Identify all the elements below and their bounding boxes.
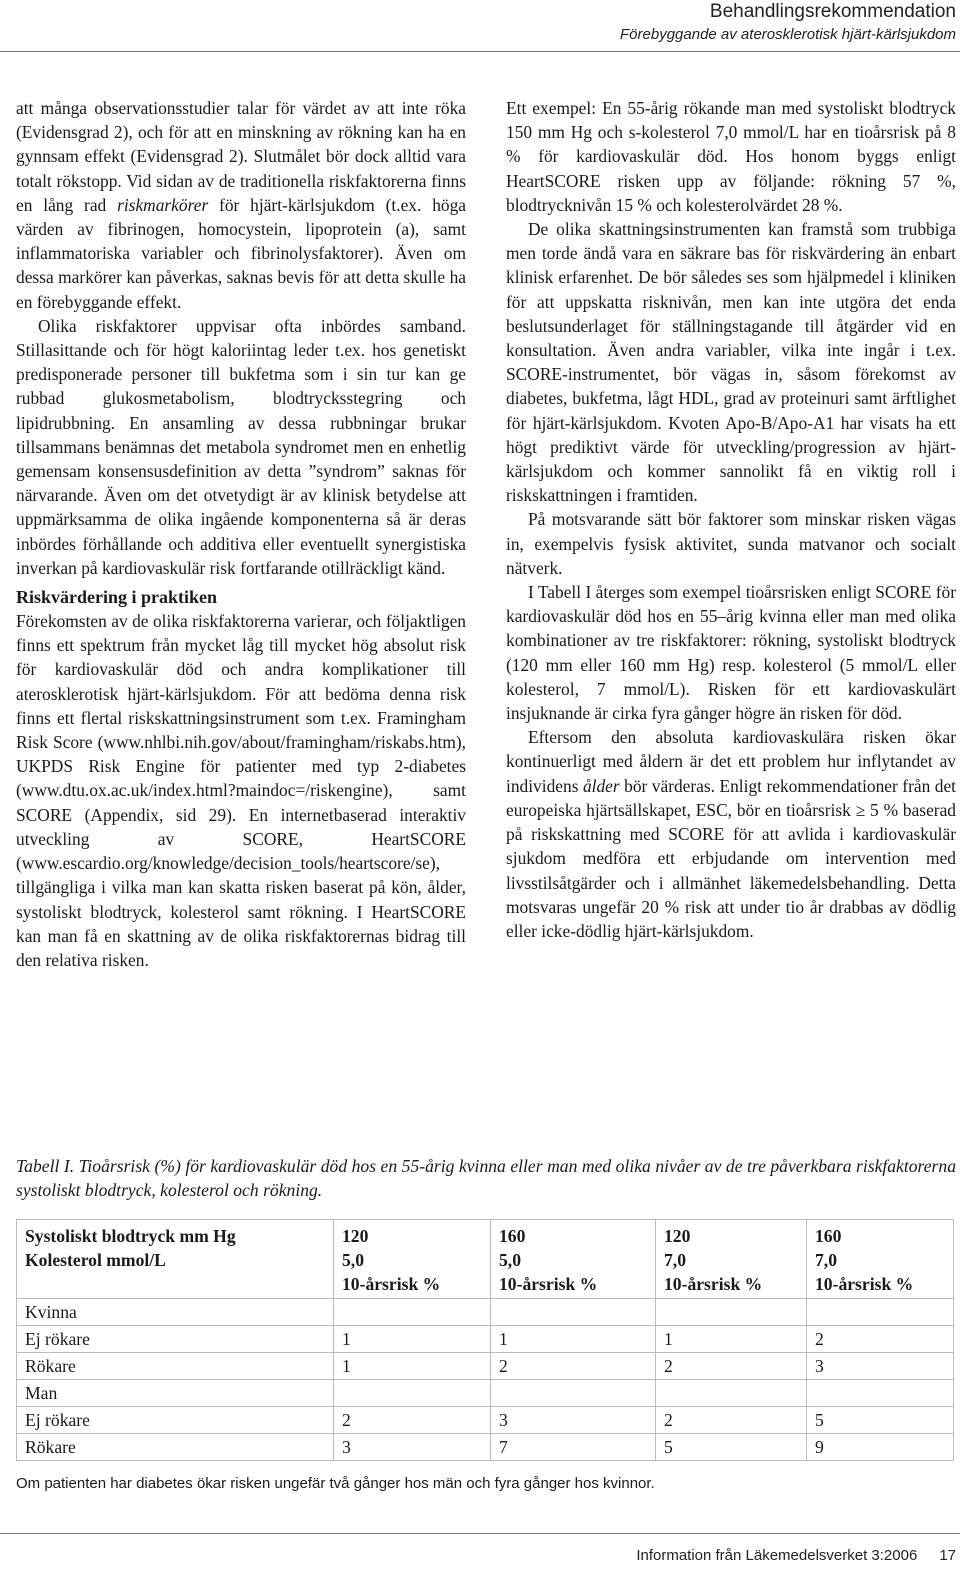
right-column bbox=[506, 96, 956, 943]
header-subtitle: Förebyggande av aterosklerotisk hjärt-kärlsjukdom bbox=[620, 26, 956, 43]
header-cell bbox=[334, 1220, 491, 1299]
running-footer bbox=[636, 1546, 956, 1566]
table-cell bbox=[491, 1380, 656, 1407]
paragraph: Olika riskfaktorer uppvisar ofta inbördes samband. Stillasittande och för högt kaloriintag leder t.ex. hos genetiskt predisponerade personer till bukfetma som i sin tur kan ge rubbad glukosmetabolism, blodtrycksstegring och lipidrubbning. En ansamling av dessa rubbningar brukar tillsammans benämnas det metabola syndromet men en enhetlig gemensam konsensusdefinition av detta ”syndrom” saknas för närvarande. Även om det otvetydigt är av klinisk betydelse att uppmärksamma de olika ingående komponenterna så är deras inbördes förhållande och additiva eller eventuellt synergistiska inverkan på kardiovaskulär risk fortfarande otillräckligt känd. bbox=[16, 315, 466, 578]
header-cell bbox=[17, 1220, 334, 1299]
paragraph: Förekomsten av de olika riskfaktorerna varierar, och följaktligen finns ett spektrum från mycket låg till mycket hög absolut risk för kardiovaskulär död och andra komplikationer till aterosklerotisk hjärt-kärlsjukdom. För att bedöma denna risk finns ett flertal riskskattningsinstrument som t.ex. Framingham Risk Score (www.nhlbi.nih.gov/about/framingham/riskabs.htm), UKPDS Risk Engine för patienter med typ 2-diabetes (www.dtu.ox.ac.uk/index.html?maindoc=/riskengine), samt SCORE (Appendix, sid 29). En internetbaserad interaktiv utveckling av SCORE, HeartSCORE (www.escardio.org/knowledge/decision_tools/heartscore/se), tillgängliga i vilka man kan skatta risken baserat på kön, ålder, systoliskt blodtryck, kolesterol samt rökning. I HeartSCORE kan man få en skattning av de olika riskfaktorernas bidrag till den relativa risken. bbox=[16, 611, 466, 970]
table-cell: 1 bbox=[656, 1326, 807, 1353]
table-cell bbox=[807, 1380, 954, 1407]
table-row bbox=[17, 1353, 954, 1380]
left-column bbox=[16, 96, 466, 972]
table-cell bbox=[334, 1380, 491, 1407]
table-header-row bbox=[17, 1220, 954, 1299]
header-cell bbox=[807, 1220, 954, 1299]
table-row bbox=[17, 1407, 954, 1434]
italic-term: riskmarkörer bbox=[117, 194, 209, 215]
paragraph bbox=[16, 96, 466, 314]
bp-value: 160 bbox=[499, 1226, 526, 1246]
table-footnote: Om patienten har diabetes ökar risken ungefär två gånger hos män och fyra gånger hos kvinnor. bbox=[16, 1475, 655, 1492]
table-caption: Tabell I. Tioårsrisk (%) för kardiovaskulär död hos en 55-årig kvinna eller man med olika nivåer av de tre påverkbara riskfaktorerna systoliskt blodtryck, kolesterol och rökning. bbox=[16, 1156, 956, 1200]
row-label: Rökare bbox=[17, 1434, 334, 1461]
page-number: 17 bbox=[939, 1547, 956, 1564]
table-cell bbox=[491, 1299, 656, 1326]
chol-value: 7,0 bbox=[815, 1250, 837, 1270]
text-run: bör värderas. Enligt rekommendationer från det europeiska hjärtsällskapet, ESC, bör en tioårsrisk ≥ 5 % baserad på riskskattning med SCORE för att avlida i kardiovaskulär sjukdom medföra ett erbjudande om intervention med livsstilsåtgärder och i allmänhet läkemedelsbehandling. Detta motsvaras ungefär 20 % risk att under tio år drabbas av dödlig eller icke-dödlig hjärt-kärlsjukdom. bbox=[506, 775, 956, 941]
table-row bbox=[17, 1326, 954, 1353]
row-label: Man bbox=[17, 1380, 334, 1407]
table-cell: 7 bbox=[491, 1434, 656, 1461]
publication-name: Information från Läkemedelsverket 3:2006 bbox=[636, 1547, 918, 1564]
table-cell: 2 bbox=[491, 1353, 656, 1380]
table-cell: 5 bbox=[807, 1407, 954, 1434]
risk-label: 10-årsrisk % bbox=[815, 1274, 914, 1294]
paragraph: På motsvarande sätt bör faktorer som minskar risken vägas in, exempelvis fysisk aktivitet, sunda matvanor och socialt nätverk. bbox=[506, 509, 956, 578]
table-cell: 2 bbox=[656, 1353, 807, 1380]
table-cell: 1 bbox=[491, 1326, 656, 1353]
row-label: Ej rökare bbox=[17, 1407, 334, 1434]
table-cell: 2 bbox=[334, 1407, 491, 1434]
chol-value: 5,0 bbox=[499, 1250, 521, 1270]
footer-divider bbox=[0, 1533, 960, 1534]
italic-term: ålder bbox=[582, 775, 620, 796]
running-header bbox=[620, 0, 956, 45]
row-label: Kvinna bbox=[17, 1299, 334, 1326]
table-cell: 3 bbox=[334, 1434, 491, 1461]
text-run: för hjärt-kärlsjukdom (t.ex. höga värden av fibrinogen, homocystein, lipoprotein (a), samt inflammatoriska variabler och fibrinolysfaktorer). Även om dessa markörer kan påverkas, saknas bevis för att detta skulle ha en förebyggande effekt. bbox=[16, 194, 466, 312]
paragraph: De olika skattningsinstrumenten kan framstå som trubbiga men torde ändå vara en säkrare bas för riskvärdering än enbart klinisk erfarenhet. De bör således ses som hjälpmedel i kliniken för att uppskatta risknivån, men kan inte utgöra det enda beslutsunderlaget för ställningstagande till åtgärder vid en konsultation. Även andra variabler, vilka inte ingår i t.ex. SCORE-instrumentet, bör vägas in, såsom förekomst av diabetes, bukfetma, lågt HDL, grad av proteinuri samt ärftlighet för hjärt-kärlsjukdom. Kvoten Apo-B/Apo-A1 har visats ha ett högt prediktivt värde för utveckling/progression av hjärt-kärlsjukdom och kommer sannolikt få en viktig roll i riskskattningen i framtiden. bbox=[506, 219, 956, 506]
table-cell bbox=[334, 1299, 491, 1326]
bp-value: 160 bbox=[815, 1226, 842, 1246]
table-cell: 1 bbox=[334, 1353, 491, 1380]
row-label: Ej rökare bbox=[17, 1326, 334, 1353]
header-cell bbox=[491, 1220, 656, 1299]
text-run: att många observationsstudier talar för värdet av att inte röka (Evidensgrad 2), och för att en minskning av rökning kan ha en gynnsam effekt (Evidensgrad 2). Slutmålet bör dock alltid vara totalt rökstopp. Vid sidan av de traditionella riskfaktorerna finns en lång rad bbox=[16, 98, 466, 215]
table-cell: 9 bbox=[807, 1434, 954, 1461]
paragraph bbox=[506, 725, 956, 943]
text-run: Eftersom den absoluta kardiovaskulära risken ökar kontinuerligt med åldern är det ett problem hur inflytandet av individens bbox=[506, 727, 956, 796]
table-cell: 2 bbox=[807, 1326, 954, 1353]
table-cell: 2 bbox=[656, 1407, 807, 1434]
table-row bbox=[17, 1299, 954, 1326]
table-cell bbox=[807, 1299, 954, 1326]
chol-value: 7,0 bbox=[664, 1250, 686, 1270]
table-cell: 5 bbox=[656, 1434, 807, 1461]
table-cell bbox=[656, 1299, 807, 1326]
table-cell: 3 bbox=[807, 1353, 954, 1380]
row-label: Rökare bbox=[17, 1353, 334, 1380]
bp-value: 120 bbox=[664, 1226, 691, 1246]
table-cell bbox=[656, 1380, 807, 1407]
chol-value: 5,0 bbox=[342, 1250, 364, 1270]
risk-label: 10-årsrisk % bbox=[499, 1274, 598, 1294]
table-cell: 3 bbox=[491, 1407, 656, 1434]
header-label: Systoliskt blodtryck mm Hg bbox=[25, 1226, 236, 1246]
header-title: Behandlingsrekommendation bbox=[709, 1, 956, 22]
paragraph: I Tabell I återges som exempel tioårsrisken enligt SCORE för kardiovaskulär död hos en 55–årig kvinna eller man med olika kombinationer av tre riskfaktorer: rökning, systoliskt blodtryck (120 mm eller 160 mm Hg) resp. kolesterol (5 mmol/L eller kolesterol, 7 mmol/L). Risken för ett kardiovaskulärt insjuknande är cirka fyra gånger högre än risken för död. bbox=[506, 582, 956, 724]
risk-label: 10-årsrisk % bbox=[664, 1274, 763, 1294]
table-row bbox=[17, 1434, 954, 1461]
bp-value: 120 bbox=[342, 1226, 369, 1246]
header-divider bbox=[0, 51, 960, 52]
paragraph: Ett exempel: En 55-årig rökande man med systoliskt blodtryck 150 mm Hg och s-kolesterol 7,0 mmol/L har en tioårsrisk på 8 % för kardiovaskulär död. Hos honom byggs enligt HeartSCORE risken upp av följande: rökning 57 %, blodtrycknivån 15 % och kolesterolvärdet 28 %. bbox=[506, 98, 956, 215]
table-row bbox=[17, 1380, 954, 1407]
header-cell bbox=[656, 1220, 807, 1299]
section-heading: Riskvärdering i praktiken bbox=[16, 587, 218, 608]
table-cell: 1 bbox=[334, 1326, 491, 1353]
header-label: Kolesterol mmol/L bbox=[25, 1250, 166, 1270]
risk-label: 10-årsrisk % bbox=[342, 1274, 441, 1294]
risk-table bbox=[16, 1219, 954, 1461]
